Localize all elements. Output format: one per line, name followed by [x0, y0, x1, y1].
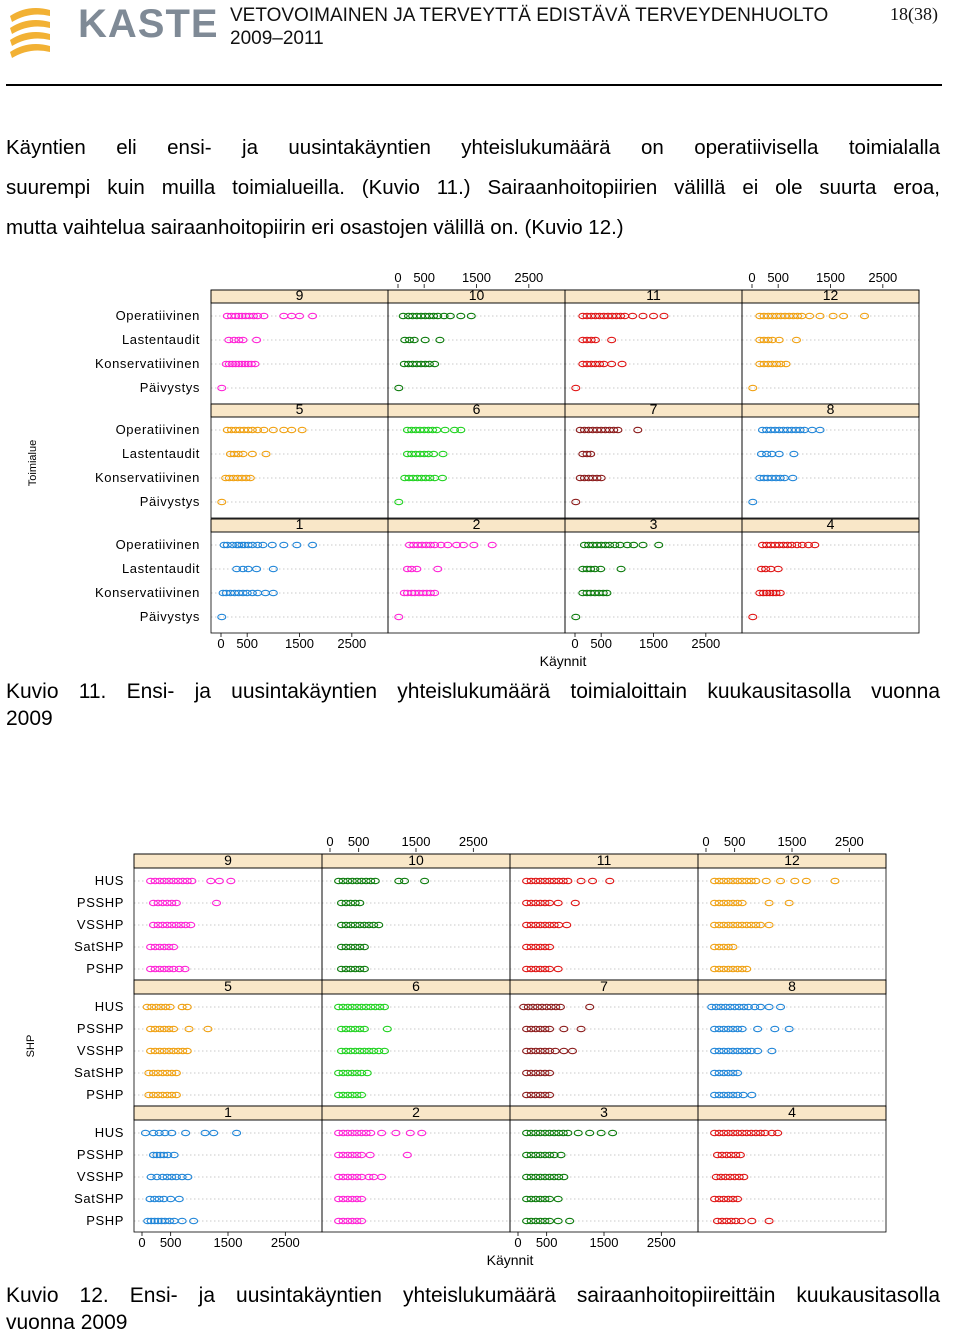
- row-label: PSSHP: [76, 1021, 124, 1036]
- x-tick-label: 500: [236, 636, 259, 651]
- x-tick-label: 500: [347, 834, 370, 849]
- row-label: PSSHP: [76, 895, 124, 910]
- panel-label: 2: [412, 1104, 420, 1120]
- panel-frame: [388, 290, 565, 404]
- x-tick-label: 1500: [462, 270, 491, 285]
- panel-frame: [211, 290, 388, 404]
- row-label: Päivystys: [139, 380, 200, 395]
- panel-label: 5: [295, 401, 304, 417]
- panel-frame: [742, 290, 919, 404]
- panel-frame: [134, 854, 322, 980]
- x-tick-label: 2500: [834, 834, 864, 849]
- panel-frame: [698, 854, 886, 980]
- panel-label: 7: [600, 978, 608, 994]
- x-tick-label: 500: [535, 1235, 558, 1250]
- row-label: PSSHP: [76, 1147, 124, 1162]
- figure-11-caption-line2: 2009: [6, 707, 53, 730]
- data-point: [572, 499, 580, 504]
- panel-label: 2: [472, 516, 481, 532]
- logo-text: KASTE: [78, 2, 219, 46]
- panel-frame: [388, 519, 565, 633]
- panel-frame: [742, 519, 919, 633]
- panel-frame: [510, 980, 698, 1106]
- x-tick-label: 0: [394, 270, 402, 285]
- data-point: [749, 385, 757, 390]
- figure-12-caption-line2: vuonna 2009: [6, 1311, 128, 1334]
- row-label: SatSHP: [74, 939, 124, 954]
- data-point: [395, 385, 403, 390]
- panel-frame: [510, 1106, 698, 1232]
- row-label: PSHP: [86, 1087, 124, 1102]
- data-point: [572, 385, 580, 390]
- x-tick-label: 500: [413, 270, 436, 285]
- figure-11-dotplot: [0, 258, 960, 678]
- x-tick-label: 0: [138, 1235, 146, 1250]
- x-tick-label: 1500: [777, 834, 807, 849]
- row-label: SatSHP: [74, 1191, 124, 1206]
- panel-label: 12: [822, 287, 839, 303]
- x-tick-label: 500: [590, 636, 613, 651]
- x-tick-label: 2500: [270, 1235, 300, 1250]
- figure-12-caption-line1: Kuvio 12. Ensi- ja uusintakäyntien yhteislukumäärä sairaanhoitopiireittäin kuukausitasolla: [6, 1284, 940, 1307]
- panel-label: 8: [826, 401, 835, 417]
- panel-label: 7: [649, 401, 658, 417]
- panel-frame: [565, 519, 742, 633]
- page-number: 18(38): [890, 4, 938, 24]
- document-title-line2: 2009–2011: [230, 28, 324, 49]
- x-tick-label: 2500: [646, 1235, 676, 1250]
- row-label: VSSHP: [76, 917, 124, 932]
- x-tick-label: 0: [326, 834, 334, 849]
- panel-frame: [322, 1106, 510, 1232]
- panel-frame: [322, 980, 510, 1106]
- panel-label: 5: [224, 978, 232, 994]
- x-axis-label: Käynnit: [539, 653, 587, 669]
- data-point: [749, 614, 757, 619]
- row-label: Lastentaudit: [121, 332, 200, 347]
- data-point: [395, 614, 403, 619]
- data-point: [749, 499, 757, 504]
- x-tick-label: 2500: [691, 636, 721, 651]
- kaste-logo-mark-icon: [6, 2, 74, 58]
- row-label: PSHP: [86, 1213, 124, 1228]
- kaste-logo: [6, 2, 219, 58]
- panel-frame: [742, 404, 919, 518]
- row-label: PSHP: [86, 961, 124, 976]
- x-tick-label: 500: [723, 834, 746, 849]
- panel-frame: [134, 1106, 322, 1232]
- row-label: HUS: [94, 873, 124, 888]
- panel-frame: [134, 980, 322, 1106]
- panel-label: 3: [649, 516, 658, 532]
- panel-frame: [388, 404, 565, 518]
- panel-label: 4: [788, 1104, 796, 1120]
- data-point: [395, 499, 403, 504]
- panel-label: 9: [224, 852, 232, 868]
- panel-label: 6: [472, 401, 481, 417]
- row-label: VSSHP: [76, 1169, 124, 1184]
- panel-label: 12: [784, 852, 800, 868]
- x-tick-label: 0: [571, 636, 579, 651]
- x-tick-label: 1500: [285, 636, 314, 651]
- row-label: Päivystys: [139, 609, 200, 624]
- panel-label: 9: [295, 287, 304, 303]
- x-tick-label: 0: [217, 636, 225, 651]
- row-label: SatSHP: [74, 1065, 124, 1080]
- x-tick-label: 0: [748, 270, 756, 285]
- header-divider: [6, 84, 942, 86]
- x-tick-label: 1500: [639, 636, 668, 651]
- x-axis-label: Käynnit: [486, 1252, 534, 1268]
- panel-frame: [565, 290, 742, 404]
- x-tick-label: 500: [767, 270, 790, 285]
- x-tick-label: 0: [514, 1235, 522, 1250]
- panel-label: 8: [788, 978, 796, 994]
- x-tick-label: 1500: [401, 834, 431, 849]
- row-label: Operatiivinen: [115, 422, 200, 437]
- row-label: HUS: [94, 1125, 124, 1140]
- panel-frame: [698, 980, 886, 1106]
- figure-12-dotplot: [0, 822, 960, 1282]
- panel-frame: [211, 404, 388, 518]
- x-tick-label: 1500: [213, 1235, 243, 1250]
- figure-11-caption: [6, 678, 940, 732]
- panel-frame: [510, 854, 698, 980]
- panel-frame: [322, 854, 510, 980]
- y-axis-label: SHP: [25, 1034, 37, 1058]
- panel-label: 4: [826, 516, 835, 532]
- figure-11-caption-line1: Kuvio 11. Ensi- ja uusintakäyntien yhteislukumäärä toimialoittain kuukausitasolla vuonna: [6, 680, 940, 703]
- panel-label: 10: [408, 852, 424, 868]
- panel-frame: [565, 404, 742, 518]
- panel-label: 1: [224, 1104, 232, 1120]
- row-label: Konservatiivinen: [95, 470, 200, 485]
- panel-label: 1: [295, 516, 304, 532]
- x-tick-label: 2500: [337, 636, 367, 651]
- x-tick-label: 0: [702, 834, 710, 849]
- row-label: Lastentaudit: [121, 446, 200, 461]
- panel-frame: [698, 1106, 886, 1232]
- row-label: HUS: [94, 999, 124, 1014]
- row-label: Päivystys: [139, 494, 200, 509]
- panel-label: 6: [412, 978, 420, 994]
- x-tick-label: 2500: [514, 270, 544, 285]
- panel-label: 11: [596, 852, 612, 868]
- panel-label: 10: [468, 287, 485, 303]
- panel-frame: [211, 519, 388, 633]
- x-tick-label: 500: [159, 1235, 182, 1250]
- data-point: [218, 614, 226, 619]
- intro-paragraph: [6, 128, 940, 248]
- paragraph-line: suurempi kuin muilla toimialueilla. (Kuvio 11.) Sairaanhoitopiirien välillä ei ole suurta eroa,: [6, 176, 940, 199]
- panel-label: 3: [600, 1104, 608, 1120]
- row-label: Operatiivinen: [115, 537, 200, 552]
- x-tick-label: 1500: [816, 270, 845, 285]
- x-tick-label: 1500: [589, 1235, 619, 1250]
- panel-label: 11: [646, 287, 661, 303]
- row-label: Lastentaudit: [121, 561, 200, 576]
- figure-12-caption: [6, 1282, 940, 1336]
- document-title-line1: VETOVOIMAINEN JA TERVEYTTÄ EDISTÄVÄ TERVEYDENHUOLTO: [230, 5, 829, 26]
- paragraph-line: Käyntien eli ensi- ja uusintakäyntien yhteislukumäärä on operatiivisella toimialalla: [6, 136, 940, 159]
- y-axis-label: Toimialue: [27, 439, 39, 487]
- x-tick-label: 2500: [458, 834, 488, 849]
- row-label: Konservatiivinen: [95, 356, 200, 371]
- data-point: [218, 499, 226, 504]
- row-label: Operatiivinen: [115, 308, 200, 323]
- x-tick-label: 2500: [868, 270, 898, 285]
- paragraph-line: mutta vaihtelua sairaanhoitopiirin eri osastojen välillä on. (Kuvio 12.): [6, 216, 624, 239]
- data-point: [218, 385, 226, 390]
- row-label: VSSHP: [76, 1043, 124, 1058]
- row-label: Konservatiivinen: [95, 585, 200, 600]
- page-header: [0, 0, 960, 86]
- data-point: [572, 614, 580, 619]
- document-title: [230, 4, 828, 50]
